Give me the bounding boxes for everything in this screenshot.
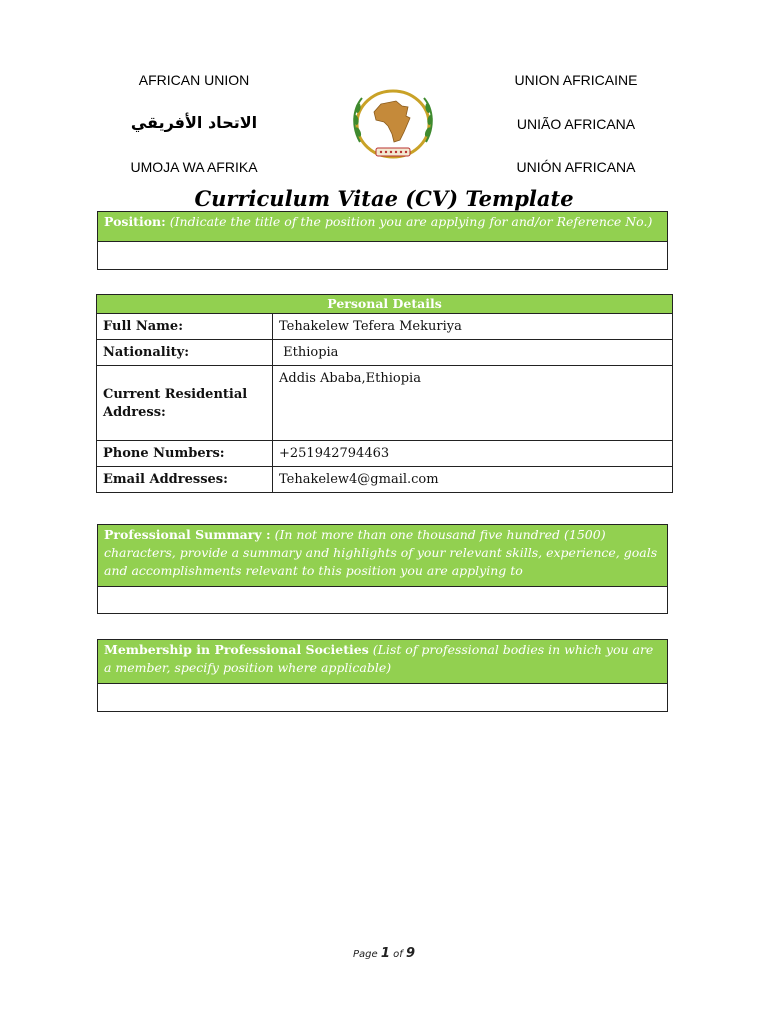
page-title: Curriculum Vitae (CV) Template bbox=[194, 186, 574, 211]
page-current: 1 bbox=[380, 946, 390, 961]
header-ar: الاتحاد الأفريقي bbox=[130, 113, 258, 132]
memberships-field[interactable] bbox=[98, 684, 667, 719]
position-section bbox=[97, 211, 668, 270]
page-word: Page bbox=[353, 949, 378, 960]
professional-summary-label: Professional Summary : bbox=[104, 527, 271, 542]
personal-details-table bbox=[96, 294, 673, 493]
nationality-label: Nationality: bbox=[97, 340, 273, 366]
email-label: Email Addresses: bbox=[97, 467, 273, 493]
memberships-label: Membership in Professional Societies bbox=[104, 642, 369, 657]
page-total: 9 bbox=[405, 946, 415, 961]
phone-label: Phone Numbers: bbox=[97, 441, 273, 467]
memberships-header bbox=[98, 640, 667, 684]
professional-summary-hint: (In not more than one thousand five hundred (1500) characters, provide a summary and highlights of your relevant skills, experience, goals and accomplishments relevant to this position you are applying to bbox=[104, 527, 658, 578]
professional-summary-section bbox=[97, 524, 668, 614]
professional-summary-field[interactable] bbox=[98, 587, 667, 621]
position-label: Position: bbox=[104, 214, 166, 229]
nationality-value[interactable]: Ethiopia bbox=[273, 340, 673, 366]
memberships-hint: (List of professional bodies in which you are a member, specify position where applicable) bbox=[104, 642, 654, 675]
full-name-label: Full Name: bbox=[97, 314, 273, 340]
header-es: UNIÓN AFRICANA bbox=[516, 159, 636, 175]
of-word: of bbox=[393, 949, 403, 960]
position-header bbox=[98, 212, 667, 242]
memberships-section bbox=[97, 639, 668, 712]
page-number bbox=[0, 946, 768, 961]
address-value[interactable]: Addis Ababa,Ethiopia bbox=[273, 366, 673, 441]
header-en: AFRICAN UNION bbox=[138, 72, 250, 88]
header-sw: UMOJA WA AFRIKA bbox=[130, 159, 258, 175]
african-union-emblem-icon bbox=[348, 88, 438, 164]
phone-value[interactable]: +251942794463 bbox=[273, 441, 673, 467]
personal-details-heading: Personal Details bbox=[97, 295, 673, 314]
professional-summary-header bbox=[98, 525, 667, 587]
header-pt: UNIÃO AFRICANA bbox=[516, 116, 636, 132]
email-value[interactable]: Tehakelew4@gmail.com bbox=[273, 467, 673, 493]
position-field[interactable] bbox=[98, 242, 667, 277]
position-hint: (Indicate the title of the position you are applying for and/or Reference No.) bbox=[165, 214, 653, 229]
address-label: Current Residential Address: bbox=[97, 366, 273, 441]
header-fr: UNION AFRICAINE bbox=[514, 72, 638, 88]
full-name-value[interactable]: Tehakelew Tefera Mekuriya bbox=[273, 314, 673, 340]
